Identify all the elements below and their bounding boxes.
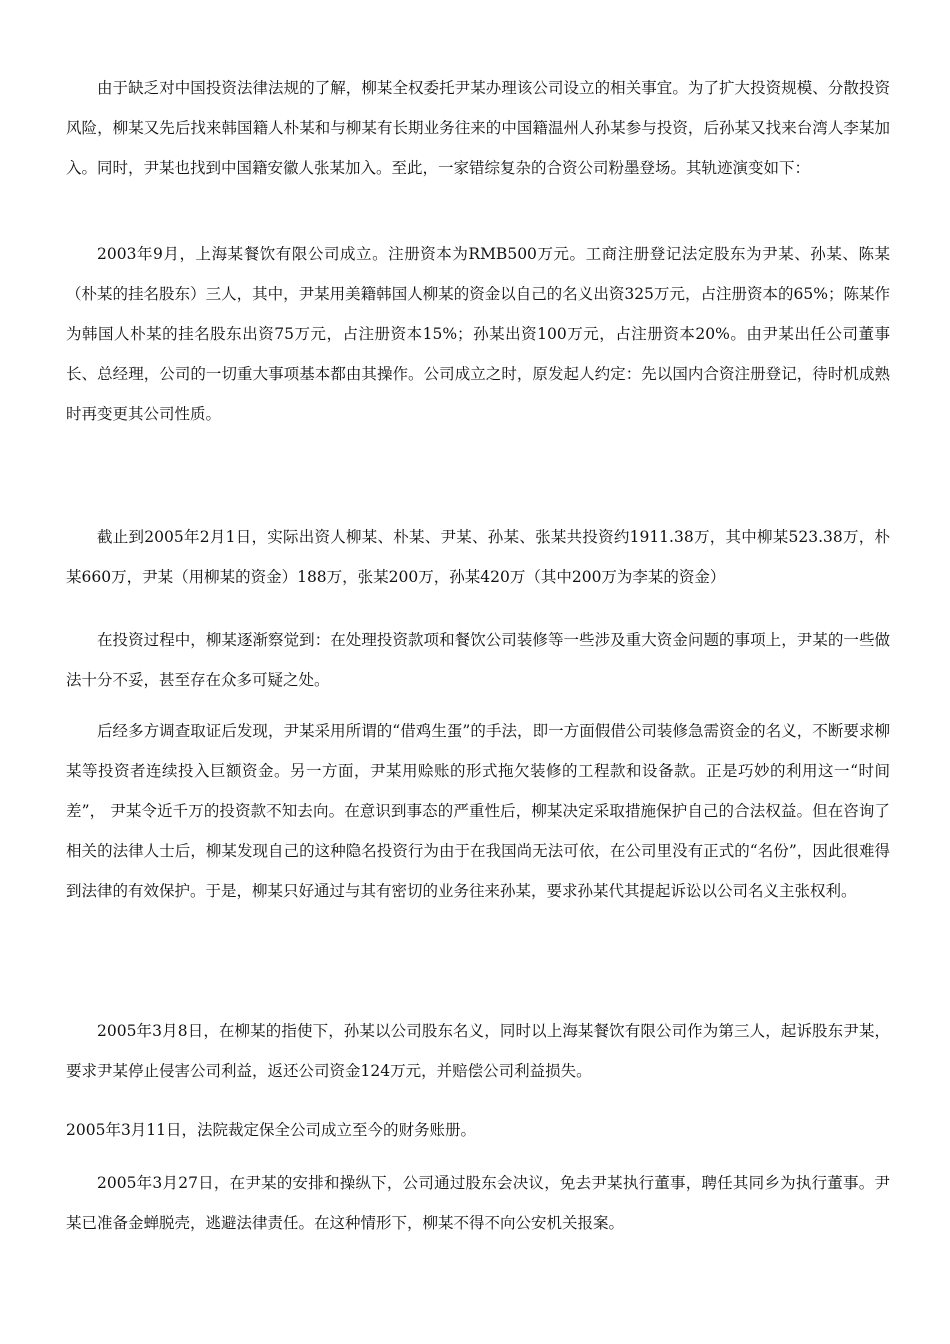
paragraph-board-change: 2005年3月27日，在尹某的安排和操纵下，公司通过股东会决议，免去尹某执行董事，聘任其同乡为执行董事。尹某已准备金蝉脱壳，逃避法律责任。在这种情形下，柳某不得不向公安机关报案。 (66, 1174, 890, 1232)
paragraph-suspicion: 在投资过程中，柳某逐渐察觉到：在处理投资款项和餐饮公司装修等一些涉及重大资金问题的事项上，尹某的一些做法十分不妥，甚至存在众多可疑之处。 (66, 631, 890, 689)
paragraph-investigation: 后经多方调查取证后发现，尹某采用所谓的“借鸡生蛋”的手法，即一方面假借公司装修急需资金的名义，不断要求柳某等投资者连续投入巨额资金。另一方面，尹某用赊账的形式拖欠装修的工程款和设备款。正是巧妙的利用这一“时间差”， 尹某令近千万的投资款不知去向。在意识到事态的严重性后，柳某决定采取措施保护自己的合法权益。但在咨询了相关的法律人士后，柳某发现自己的这种隐名投资行为由于在我国尚无法可依，在公司里没有正式的“名份”，因此很难得到法律的有效保护。于是，柳某只好通过与其有密切的业务往来孙某，要求孙某代其提起诉讼以公司名义主张权利。 (66, 722, 890, 900)
paragraph-court-ruling: 2005年3月11日，法院裁定保全公司成立至今的财务账册。 (66, 1121, 477, 1139)
paragraph-background: 由于缺乏对中国投资法律法规的了解，柳某全权委托尹某办理该公司设立的相关事宜。为了扩大投资规模、分散投资风险，柳某又先后找来韩国籍人朴某和与柳某有长期业务往来的中国籍温州人孙某参与投资，后孙某又找来台湾人李某加入。同时，尹某也找到中国籍安徽人张某加入。至此，一家错综复杂的合资公司粉墨登场。其轨迹演变如下： (66, 79, 890, 177)
paragraph-investment-total: 截止到2005年2月1日，实际出资人柳某、朴某、尹某、孙某、张某共投资约1911.38万，其中柳某523.38万，朴某660万，尹某（用柳某的资金）188万，张某200万，孙某420万（其中200万为李某的资金） (66, 528, 890, 586)
paragraph-lawsuit: 2005年3月8日，在柳某的指使下，孙某以公司股东名义，同时以上海某餐饮有限公司作为第三人，起诉股东尹某，要求尹某停止侵害公司利益，返还公司资金124万元，并赔偿公司利益损失。 (66, 1022, 890, 1080)
paragraph-company-founding: 2003年9月，上海某餐饮有限公司成立。注册资本为RMB500万元。工商注册登记法定股东为尹某、孙某、陈某（朴某的挂名股东）三人，其中，尹某用美籍韩国人柳某的资金以自己的名义出资325万元，占注册资本的65%；陈某作为韩国人朴某的挂名股东出资75万元，占注册资本15%；孙某出资100万元，占注册资本20%。由尹某出任公司董事长、总经理，公司的一切重大事项基本都由其操作。公司成立之时，原发起人约定：先以国内合资注册登记，待时机成熟时再变更其公司性质。 (66, 245, 890, 423)
